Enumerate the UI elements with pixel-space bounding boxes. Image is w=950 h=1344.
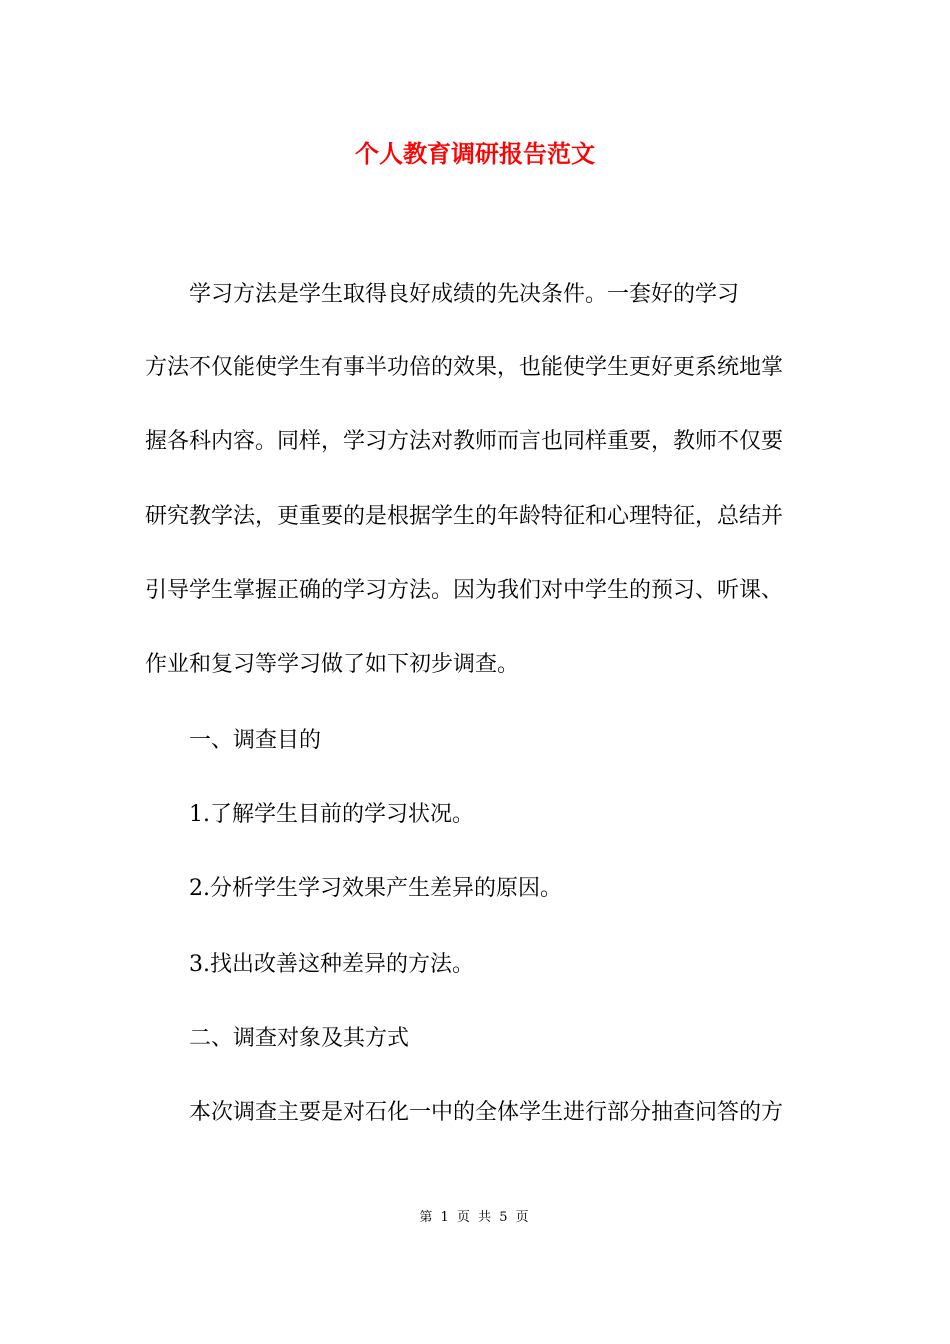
paragraph-line-3: 握各科内容。同样，学习方法对教师而言也同样重要，教师不仅要 [145,429,784,454]
paragraph-line-5: 引导学生掌握正确的学习方法。因为我们对中学生的预习、听课、 [145,578,784,603]
paragraph-line-2: 方法不仅能使学生有事半功倍的效果，也能使学生更好更系统地掌 [145,355,784,380]
list-item-3: 3.找出改善这种差异的方法。 [145,952,474,977]
list-item-1: 1.了解学生目前的学习状况。 [145,802,474,827]
paragraph-line-7: 本次调查主要是对石化一中的全体学生进行部分抽查问答的方 [145,1100,784,1125]
list-item-2: 2.分析学生学习效果产生差异的原因。 [145,876,562,901]
section-heading-2: 二、调查对象及其方式 [145,1026,410,1051]
document-title: 个人教育调研报告范文 [355,139,595,168]
paragraph-line-6: 作业和复习等学习做了如下初步调查。 [145,652,520,677]
section-heading-1: 一、调查目的 [145,728,322,753]
page-footer: 第 1 页 共 5 页 [419,1210,531,1225]
paragraph-line-1: 学习方法是学生取得良好成绩的先决条件。一套好的学习 [145,282,740,307]
paragraph-line-4: 研究教学法，更重要的是根据学生的年龄特征和心理特征，总结并 [145,504,784,529]
